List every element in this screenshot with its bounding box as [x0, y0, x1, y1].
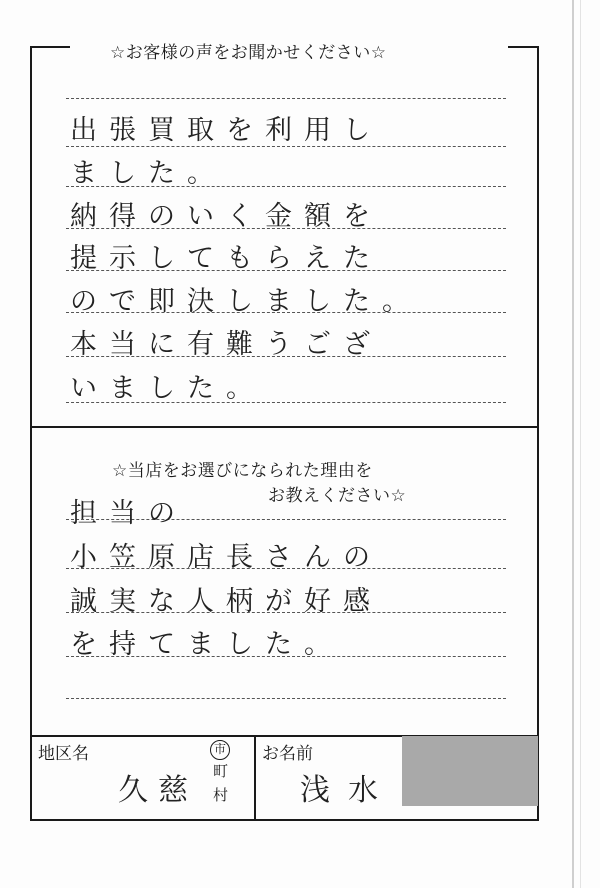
name-label: お名前 [262, 744, 313, 764]
name-value: 浅水 [300, 773, 396, 808]
reason-heading-cont: お教えください☆ [268, 486, 407, 506]
section-divider [30, 426, 539, 428]
voice-heading: ☆お客様の声をお聞かせください☆ [106, 38, 390, 63]
voice-line: ので即決しました。 [70, 286, 421, 317]
city-mark: 市 [210, 740, 230, 760]
voice-line: いました。 [70, 373, 265, 404]
reason-line: 小笠原店長さんの [70, 542, 382, 573]
voice-line: ました。 [70, 158, 226, 189]
page-edge [580, 0, 581, 888]
frame-top-left [30, 46, 70, 48]
reason-line: 担当の [70, 498, 187, 529]
village-mark: 村 [213, 786, 229, 804]
area-label: 地区名 [38, 744, 89, 764]
ruled-line [66, 98, 506, 99]
town-mark: 町 [213, 762, 229, 780]
frame-top-right [508, 46, 539, 48]
page-edge [572, 0, 574, 888]
reason-line: を持てました。 [70, 629, 343, 660]
footer-column-divider [254, 735, 256, 821]
ruled-line [66, 698, 506, 699]
reason-line: 誠実な人柄が好感 [70, 586, 382, 617]
voice-line: 本当に有難うござ [70, 329, 382, 360]
redaction-box [402, 736, 538, 806]
area-value: 久慈 [118, 773, 198, 808]
voice-line: 納得のいく金額を [70, 201, 382, 232]
reason-heading: ☆当店をお選びになられた理由を [112, 461, 373, 481]
voice-line: 提示してもらえた [70, 243, 382, 274]
voice-line: 出張買取を利用し [70, 115, 382, 146]
